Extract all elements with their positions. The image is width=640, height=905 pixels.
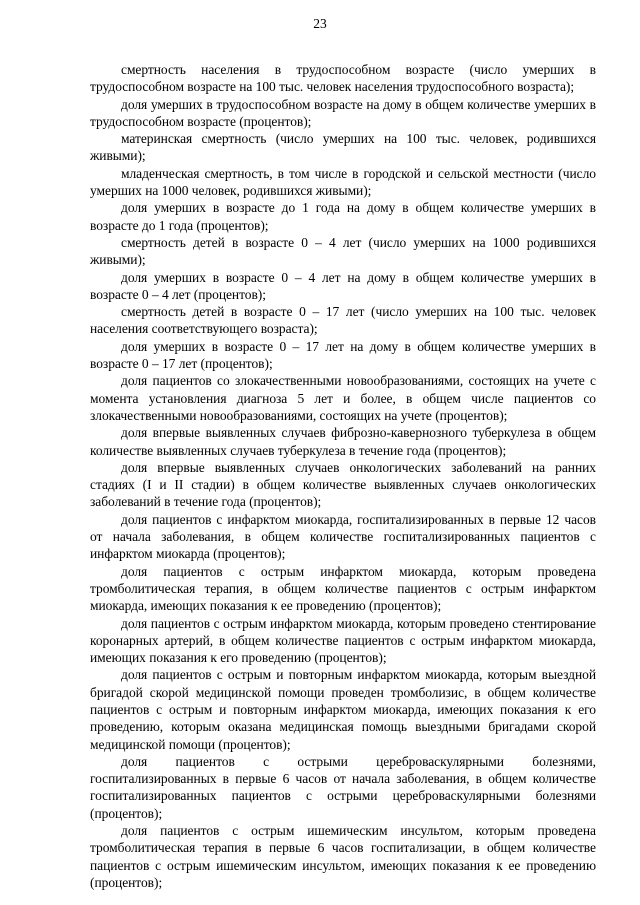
indicator-stroke-thrombolysis: доля пациентов с острым ишемическим инсультом, которым проведена тромболитическая терапия в первые 6 часов госпитализации, в общем количестве пациентов с острым ишемическим инсультом, имеющих показания к ее проведению (процентов); — [90, 823, 596, 890]
document-body — [90, 61, 596, 891]
page-number: 23 — [313, 16, 327, 31]
indicator-infarction-thrombolysis: доля пациентов с острым инфарктом миокарда, которым проведена тромболитическая терапия, в общем количестве пациентов с острым инфарктом миокарда, имеющих показания к ее проведению (процентов); — [90, 563, 596, 614]
indicator-tuberculosis: доля впервые выявленных случаев фиброзно-кавернозного туберкулеза в общем количестве выявленных случаев туберкулеза в течение года (процентов); — [90, 425, 596, 458]
indicator-oncology-5-years: доля пациентов со злокачественными новообразованиями, состоящих на учете с момента установления диагноза 5 лет и более, в общем числе пациентов со злокачественными новообразованиями, состоящих на учете (процентов); — [90, 373, 596, 423]
indicator-ambulance-thrombolysis: доля пациентов с острым и повторным инфарктом миокарда, которым выездной бригадой скорой медицинской помощи проведен тромболизис, в общем количестве пациентов с острым и повторным инфарктом миокарда, имеющих показания к его проведению, которым оказана медицинская помощь выездными бригадами скорой медицинской помощи (процентов); — [90, 667, 596, 752]
indicator-early-oncology: доля впервые выявленных случаев онкологических заболеваний на ранних стадиях (I и II стадии) в общем количестве выявленных случаев онкологических заболеваний в течение года (процентов); — [90, 459, 596, 510]
indicator-working-age-mortality: смертность населения в трудоспособном возрасте (число умерших в трудоспособном возрасте на 100 тыс. человек населения трудоспособного возраста); — [90, 62, 596, 95]
indicator-cerebrovascular-6-hours: доля пациентов с острыми цереброваскулярными болезнями, госпитализированных в первые 6 часов от начала заболевания, в общем количестве госпитализированных пациентов с острыми цереброваскулярными болезнями (процентов); — [90, 753, 596, 821]
indicator-child-mortality-0-4: смертность детей в возрасте 0 – 4 лет (число умерших на 1000 родившихся живыми); — [90, 234, 596, 268]
indicator-child-mortality-0-17: смертность детей в возрасте 0 – 17 лет (число умерших на 100 тыс. человек населения соответствующего возраста); — [90, 304, 596, 337]
indicator-maternal-mortality: материнская смертность (число умерших на 100 тыс. человек, родившихся живыми); — [90, 131, 596, 164]
indicator-home-deaths-0-4: доля умерших в возрасте 0 – 4 лет на дому в общем количестве умерших в возрасте 0 – 4 лет (процентов); — [90, 269, 596, 302]
indicator-infarction-stenting: доля пациентов с острым инфарктом миокарда, которым проведено стентирование коронарных артерий, в общем количестве пациентов с острым инфарктом миокарда, имеющих показания к его проведению (процентов); — [90, 615, 596, 666]
indicator-infant-mortality: младенческая смертность, в том числе в городской и сельской местности (число умерших на 1000 человек, родившихся живыми); — [90, 165, 596, 199]
indicator-home-deaths-0-17: доля умерших в возрасте 0 – 17 лет на дому в общем количестве умерших в возрасте 0 – 17 лет (процентов); — [90, 338, 596, 372]
indicator-under-1-home-deaths: доля умерших в возрасте до 1 года на дому в общем количестве умерших в возрасте до 1 года (процентов); — [90, 200, 596, 233]
indicator-working-age-home-deaths: доля умерших в трудоспособном возрасте на дому в общем количестве умерших в трудоспособном возрасте (процентов); — [90, 96, 596, 129]
indicator-infarction-12-hours: доля пациентов с инфарктом миокарда, госпитализированных в первые 12 часов от начала заболевания, в общем количестве госпитализированных пациентов с инфарктом миокарда (процентов); — [90, 511, 596, 562]
